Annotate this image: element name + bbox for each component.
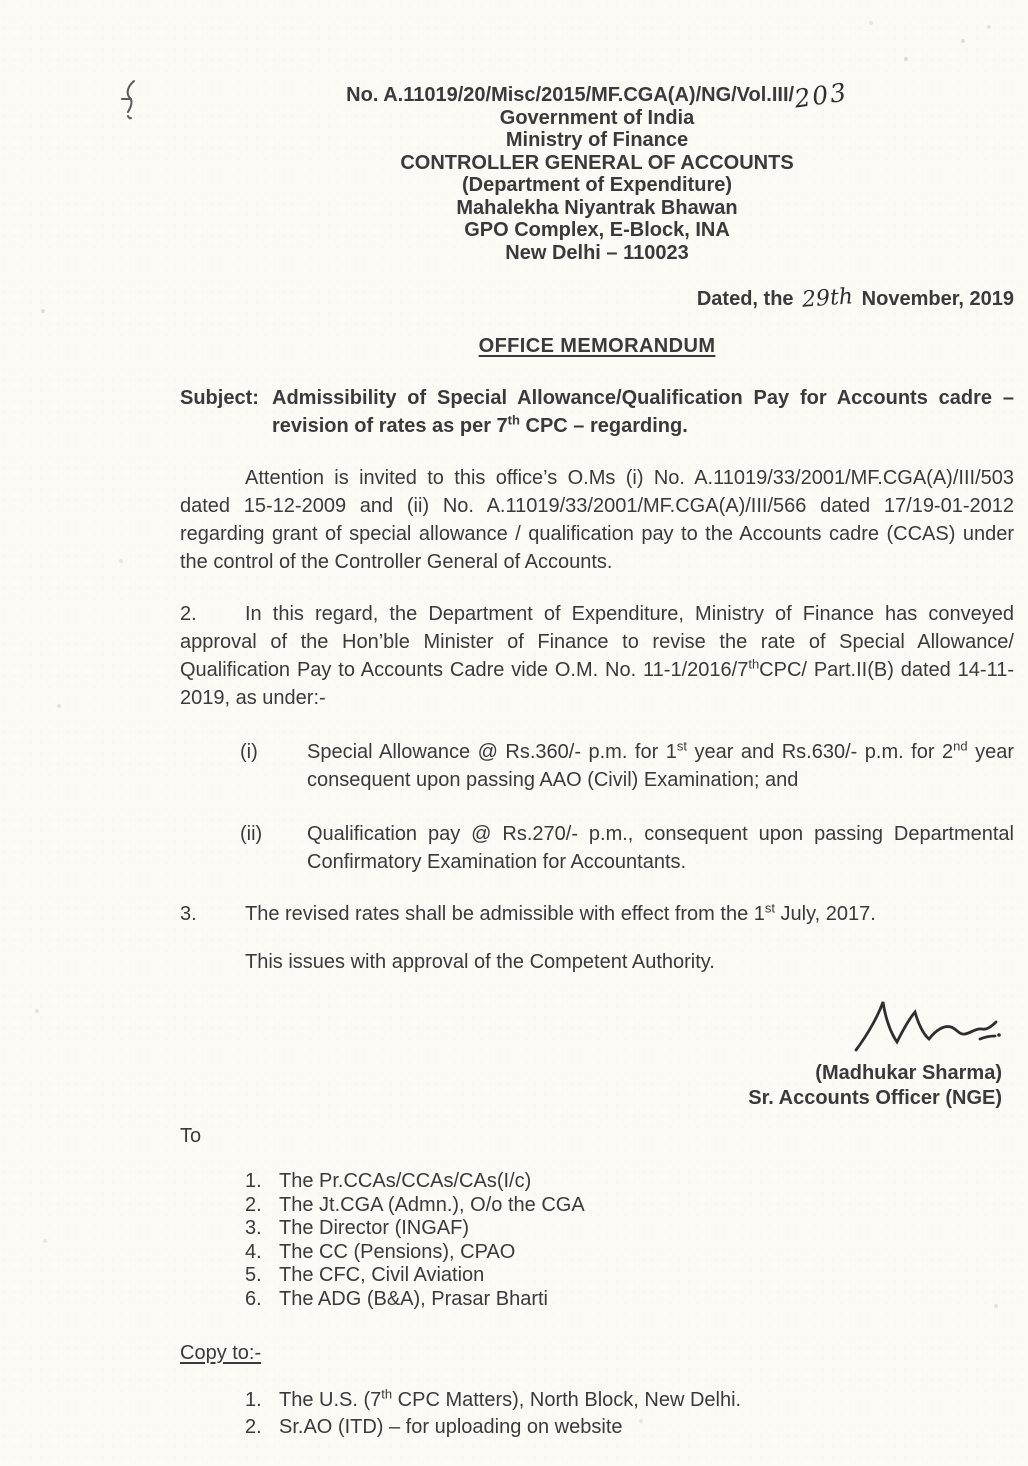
subitem-i-text: Special Allowance @ Rs.360/- p.m. for 1 xyxy=(307,741,677,763)
date-line xyxy=(180,286,1014,311)
copy-item-text: Sr.AO (ITD) – for uploading on website xyxy=(279,1415,623,1438)
letterhead-line-city: New Delhi – 110023 xyxy=(505,241,689,264)
distribution-item-text: The Jt.CGA (Admn.), O/o the CGA xyxy=(279,1193,585,1216)
subject-text-tail: CPC – regarding. xyxy=(519,415,688,437)
subitem-ii xyxy=(240,820,1014,876)
distribution-item xyxy=(245,1288,1014,1312)
copy-item xyxy=(245,1387,1014,1414)
subitem-ii-marker: (ii) xyxy=(240,823,263,845)
date-suffix: November, 2019 xyxy=(856,288,1014,310)
copy-to-label: Copy to:- xyxy=(180,1341,262,1364)
distribution-item-text: The Pr.CCAs/CCAs/CAs(I/c) xyxy=(279,1170,532,1192)
signature-block xyxy=(180,996,1014,1111)
subject-text: Admissibility of Special Allowance/Qualification Pay for Accounts cadre – revision of rates as per 7 xyxy=(272,387,1014,437)
subject-superscript: th xyxy=(507,412,520,428)
copy-item-text: The U.S. (7 xyxy=(279,1388,382,1411)
date-prefix: Dated, the xyxy=(696,288,800,310)
closing-line: This issues with approval of the Competent Authority. xyxy=(245,951,715,973)
letterhead-line-cga: CONTROLLER GENERAL OF ACCOUNTS xyxy=(400,151,794,174)
subitem-ii-text: Qualification pay @ Rs.270/- p.m., consequent upon passing Departmental Confirmatory Examination for Accountants. xyxy=(307,823,1014,873)
subject-label: Subject: xyxy=(180,387,259,409)
margin-pen-mark xyxy=(120,78,142,122)
copy-item-text-tail: CPC Matters), North Block, New Delhi. xyxy=(392,1388,742,1411)
scan-noise xyxy=(0,0,2,2)
paragraph-3-text-tail: July, 2017. xyxy=(775,903,876,925)
paragraph-2-number: 2. xyxy=(180,603,197,625)
reference-number-handwritten: 203 xyxy=(792,77,850,114)
distribution-item xyxy=(245,1264,1014,1288)
copy-item-number: 2. xyxy=(245,1415,262,1438)
distribution-item-text: The CC (Pensions), CPAO xyxy=(279,1240,516,1263)
subitem-i xyxy=(240,738,1015,794)
paragraph-2-text: In this regard, the Department of Expenditure, Ministry of Finance has conveyed approval of the Hon’ble Minister of Finance to revise the rate of Special Allowance/ Qualification Pay to Accounts Cadre vide O.M. No. 11-1/2016/7 xyxy=(180,603,1014,681)
signature-scrawl xyxy=(852,996,1002,1056)
distribution-item xyxy=(245,1217,1014,1241)
letterhead-line-govt: Government of India xyxy=(499,106,695,129)
signatory-name: (Madhukar Sharma) xyxy=(815,1062,1002,1084)
copy-item xyxy=(245,1414,1014,1441)
distribution-item-number: 6. xyxy=(245,1287,262,1310)
paragraph-3-number: 3. xyxy=(180,903,197,925)
document-title xyxy=(180,335,1014,358)
distribution-item-text: The Director (INGAF) xyxy=(279,1217,470,1240)
distribution-item-number: 1. xyxy=(245,1170,262,1192)
distribution-item-number: 5. xyxy=(245,1264,262,1287)
date-handwritten-day: 29th xyxy=(801,284,854,313)
distribution-item xyxy=(245,1170,1014,1194)
distribution-list xyxy=(245,1170,1014,1312)
document-title-text: OFFICE MEMORANDUM xyxy=(478,335,716,357)
paragraph-2-superscript: th xyxy=(748,656,760,672)
distribution-item-text: The CFC, Civil Aviation xyxy=(279,1264,485,1287)
to-label: To xyxy=(180,1125,202,1147)
letterhead-line-dept: (Department of Expenditure) xyxy=(461,174,733,196)
distribution-item xyxy=(245,1241,1014,1265)
copy-list xyxy=(245,1387,1014,1441)
reference-number-printed: No. A.11019/20/Misc/2015/MF.CGA(A)/NG/Vol.III/ xyxy=(346,84,795,106)
subitem-i-text-tail: year consequent upon passing AAO (Civil) Examination; and xyxy=(307,741,1015,791)
subitem-i-superscript-1: st xyxy=(676,738,687,754)
paragraph-2 xyxy=(180,600,1014,712)
distribution-item-number: 3. xyxy=(245,1217,262,1240)
subitem-i-text-mid: year and Rs.630/- p.m. for 2 xyxy=(686,741,954,763)
signatory-designation: Sr. Accounts Officer (NGE) xyxy=(748,1087,1002,1109)
paragraph-2-text-tail: CPC/ Part.II(B) dated 14-11-2019, as under:- xyxy=(180,659,1014,709)
distribution-item-number: 2. xyxy=(245,1193,262,1216)
reference-number xyxy=(180,77,1014,114)
letterhead-line-gpo: GPO Complex, E-Block, INA xyxy=(464,219,730,241)
letterhead-line-ministry: Ministry of Finance xyxy=(505,129,689,151)
letterhead-line-bhawan: Mahalekha Niyantrak Bhawan xyxy=(456,196,738,219)
distribution-item-number: 4. xyxy=(245,1240,262,1263)
distribution-item-text: The ADG (B&A), Prasar Bharti xyxy=(279,1287,548,1310)
distribution-item xyxy=(245,1194,1014,1218)
subitem-i-superscript-2: nd xyxy=(953,738,968,754)
paragraph-3-text: The revised rates shall be admissible with effect from the 1 xyxy=(245,903,765,925)
paragraph-3-superscript: st xyxy=(764,900,775,916)
subject-block xyxy=(180,384,1014,440)
copy-item-superscript: th xyxy=(381,1385,393,1401)
paragraph-1: Attention is invited to this office’s O.Ms (i) No. A.11019/33/2001/MF.CGA(A)/III/503 dated 15-12-2009 and (ii) No. A.11019/33/2001/MF.CGA(A)/III/566 dated 17/19-01-2012 regarding grant of special allowance / qualification pay to the Accounts cadre (CCAS) under the control of the Controller General of Accounts. xyxy=(180,467,1014,573)
letterhead xyxy=(180,77,1014,264)
subitem-i-marker: (i) xyxy=(240,741,258,763)
copy-item-number: 1. xyxy=(245,1388,262,1411)
paragraph-3 xyxy=(180,900,1014,928)
